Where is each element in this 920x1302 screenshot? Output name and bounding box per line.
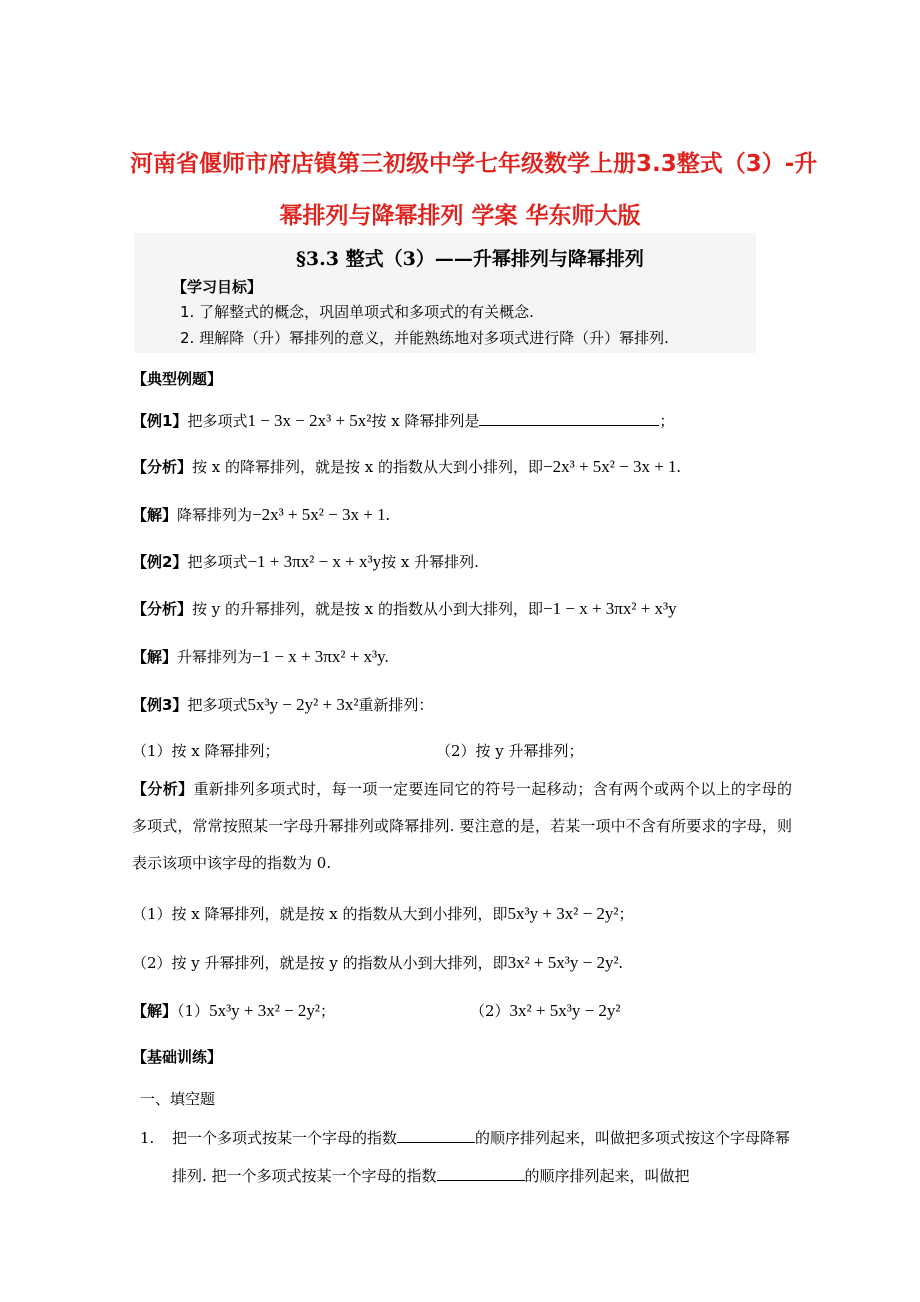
example-1: 【例1】把多项式1 − 3x − 2x³ + 5x²按 x 降幂排列是 ； [132,411,675,430]
document-title-line1: 河南省偃师市府店镇第三初级中学七年级数学上册3.3整式（3）-升 [130,151,818,177]
example-3-analysis-2: （2）按 y 升幂排列，就是按 y 的指数从小到大排列，即3x² + 5x³y − 2y². [132,953,623,972]
section-heading: §3.3 整式（3）——升幂排列与降幂排列 [296,248,644,270]
learning-goals-title: 【学习目标】 [172,278,263,296]
example-3-solution: 【解】（1）5x³y + 3x² − 2y²； [132,1001,336,1020]
document-title-line2: 幂排列与降幂排列 学案 华东师大版 [279,203,641,229]
example-2-analysis: 【分析】按 y 的升幂排列，就是按 x 的指数从小到大排列，即−1 − x + 3πx² + x³y [132,599,677,618]
example-2-solution: 【解】升幂排列为−1 − x + 3πx² + x³y. [132,647,389,666]
example-2-polynomial: −1 + 3πx² − x + x³y [247,552,382,571]
example-2: 【例2】把多项式−1 + 3πx² − x + x³y按 x 升幂排列. [132,552,479,571]
fill-in-section-title: 一、填空题 [140,1090,216,1108]
example-3-analysis: 【分析】重新排列多项式时，每一项一定要连同它的符号一起移动；含有两个或两个以上的字母的多项式，常常按照某一字母升幂排列或降幂排列. 要注意的是，若某一项中不含有所要求的字母，则表示该项中该字母的指数为 0. [132,780,792,872]
learning-goal-2: 2. 理解降（升）幂排列的意义，并能熟练地对多项式进行降（升）幂排列. [180,329,669,347]
answer-blank [437,1166,525,1181]
example-1-analysis: 【分析】按 x 的降幂排列，就是按 x 的指数从大到小排列，即−2x³ + 5x² − 3x + 1. [132,457,681,476]
example-3-solution-2: （2）3x² + 5x³y − 2y² [470,1001,621,1020]
learning-goal-1: 1. 了解整式的概念，巩固单项式和多项式的有关概念. [180,303,534,321]
example-3-analysis-1: （1）按 x 降幂排列，就是按 x 的指数从大到小排列，即5x³y + 3x² − 2y²； [132,904,634,923]
example-3-polynomial: 5x³y − 2y² + 3x² [247,695,359,714]
example-3: 【例3】把多项式5x³y − 2y² + 3x²重新排列： [132,695,434,714]
question-1: 1. 把一个多项式按某一个字母的指数 的顺序排列起来，叫做把多项式按这个字母降幂排列. 把一个多项式按某一个字母的指数 的顺序排列起来，叫做把 [140,1129,791,1185]
document-title [130,138,818,242]
example-1-polynomial: 1 − 3x − 2x³ + 5x² [247,411,372,430]
answer-blank [397,1128,475,1143]
example-1-solution: 【解】降幂排列为−2x³ + 5x² − 3x + 1. [132,505,390,524]
typical-examples-heading: 【典型例题】 [132,370,223,388]
answer-blank [479,411,659,426]
basic-training-heading: 【基础训练】 [132,1048,223,1066]
example-3-part-1: （1）按 x 降幂排列； [132,742,280,760]
example-3-part-2: （2）按 y 升幂排列； [436,742,584,760]
